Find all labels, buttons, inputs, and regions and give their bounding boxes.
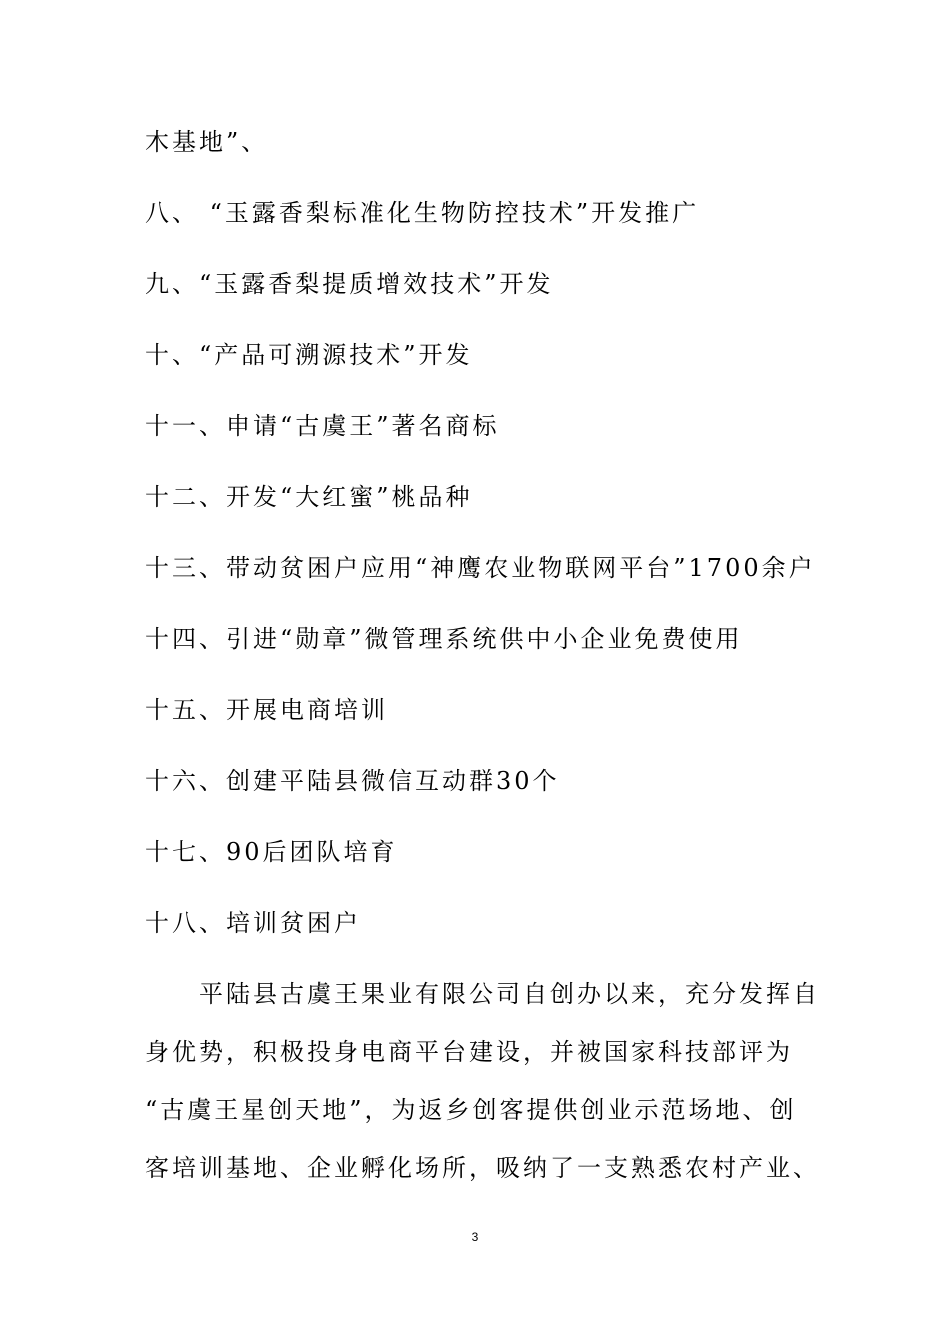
list-item: 十一、申请“古虞王”著名商标 — [145, 412, 500, 440]
paragraph-line: 身优势，积极投身电商平台建设，并被国家科技部评为 — [145, 1038, 793, 1066]
paragraph-line: 平陆县古虞王果业有限公司自创办以来，充分发挥自 — [145, 980, 820, 1008]
list-item: 十七、90后团队培育 — [145, 838, 398, 866]
list-item: 十二、开发“大红蜜”桃品种 — [145, 483, 473, 511]
paragraph-line: “古虞王星创天地”，为返乡创客提供创业示范场地、创 — [145, 1096, 797, 1124]
paragraph-line: 客培训基地、企业孵化场所，吸纳了一支熟悉农村产业、 — [145, 1154, 820, 1182]
list-item: 十四、引进“勋章”微管理系统供中小企业免费使用 — [145, 625, 743, 653]
list-item: 十五、开展电商培训 — [145, 696, 388, 724]
list-item: 十、“产品可溯源技术”开发 — [145, 341, 473, 369]
list-item: 十六、创建平陆县微信互动群30个 — [145, 767, 560, 795]
list-item: 木基地”、 — [145, 128, 269, 156]
list-item: 九、“玉露香梨提质增效技术”开发 — [145, 270, 554, 298]
body-paragraph — [145, 978, 820, 1208]
list-item: 十八、培训贫困户 — [145, 909, 361, 937]
page-number: 3 — [471, 1230, 479, 1244]
list-item: 八、 “玉露香梨标准化生物防控技术”开发推广 — [145, 199, 700, 227]
list-item: 十三、带动贫困户应用“神鹰农业物联网平台”1700余户 — [145, 554, 816, 582]
